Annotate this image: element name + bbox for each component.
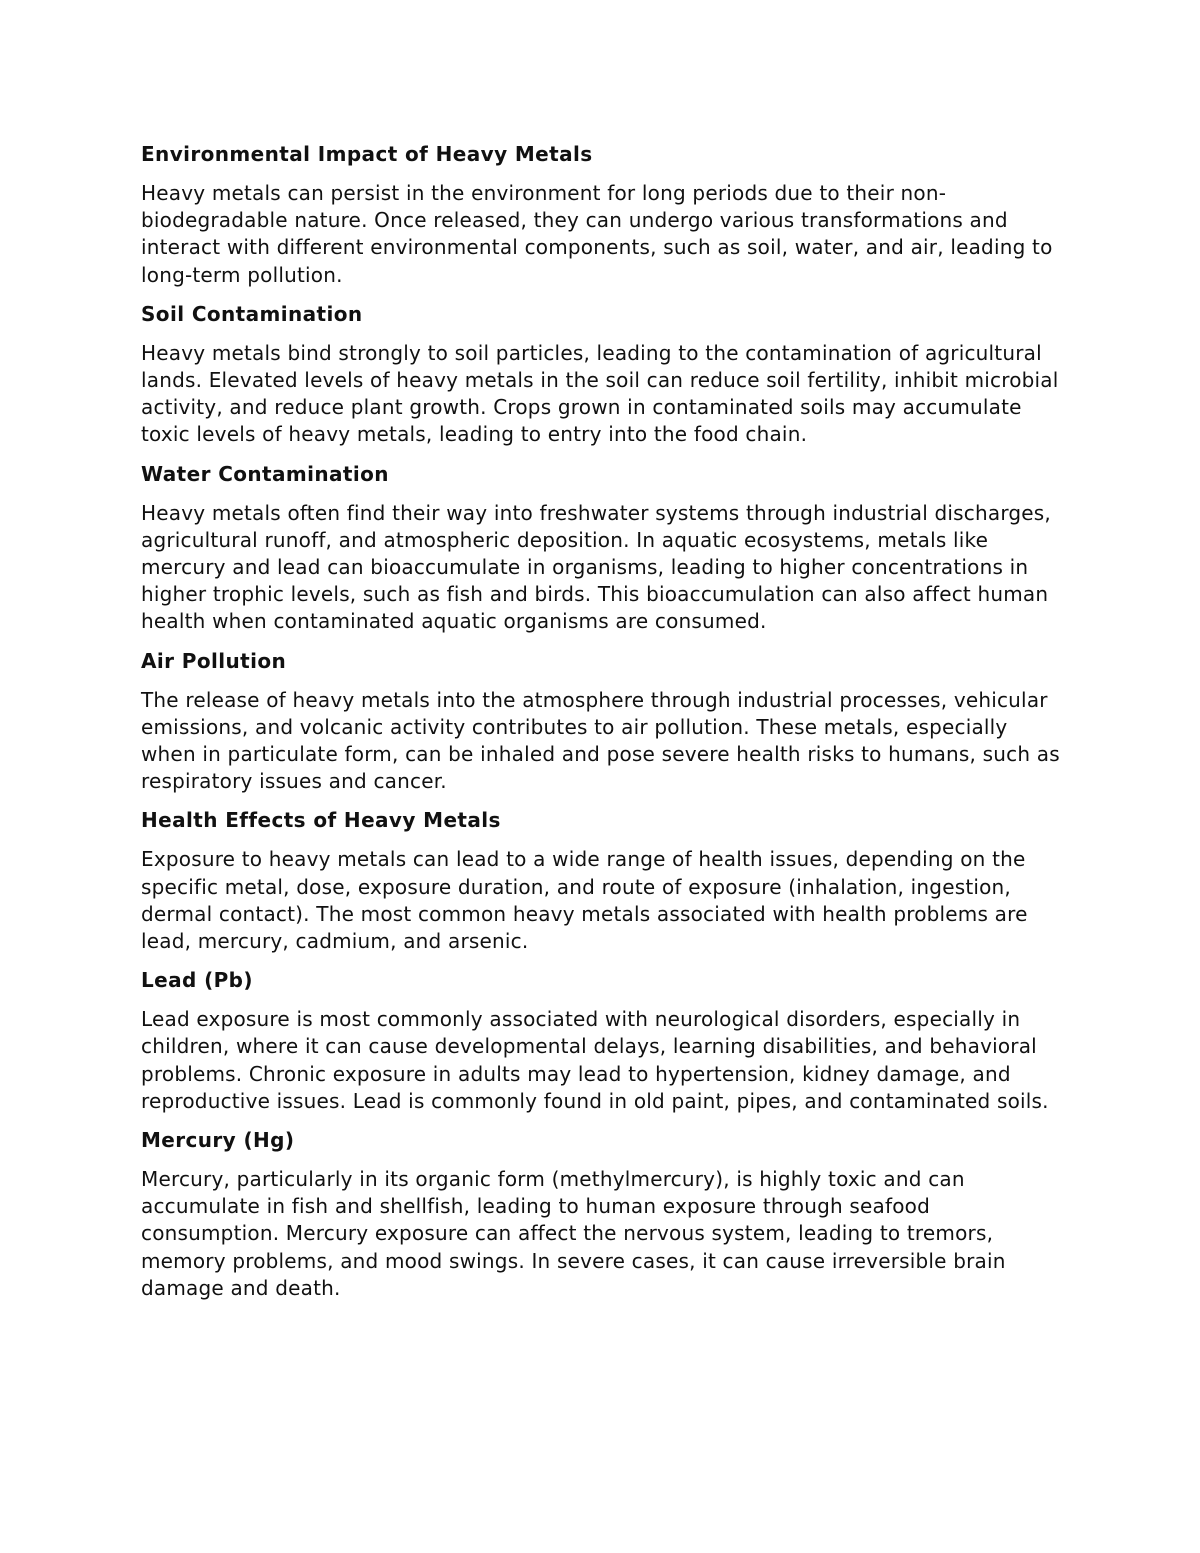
section-paragraph: Exposure to heavy metals can lead to a wide range of health issues, depending on the specific metal, dose, exposure duration, and route of exposure (inhalation, ingestion, dermal contact). The most common heavy metals associated with health problems are lead, mercury, cadmium, and arsenic. xyxy=(141,847,1028,954)
section-heading: Mercury (Hg) xyxy=(141,1128,295,1153)
section-water-contamination xyxy=(141,460,1061,636)
section-health-effects xyxy=(141,806,1061,955)
section-paragraph: Heavy metals can persist in the environment for long periods due to their non-biodegradable nature. Once released, they can undergo various transformations and interact with different environmental components, such as soil, water, and air, leading to long-term pollution. xyxy=(141,181,1053,287)
section-paragraph: Heavy metals often find their way into freshwater systems through industrial discharges, agricultural runoff, and atmospheric deposition. In aquatic ecosystems, metals like mercury and lead can bioaccumulate in organisms, leading to higher concentrations in higher trophic levels, such as fish and birds. This bioaccumulation can also affect human health when contaminated aquatic organisms are consumed. xyxy=(141,500,1051,634)
section-mercury xyxy=(141,1126,1061,1302)
section-heading: Air Pollution xyxy=(141,648,287,673)
section-paragraph: Lead exposure is most commonly associated with neurological disorders, especially in children, where it can cause developmental delays, learning disabilities, and behavioral problems. Chronic exposure in adults may lead to hypertension, kidney damage, and reproductive issues. Lead is commonly found in old paint, pipes, and contaminated soils. xyxy=(141,1007,1049,1113)
section-heading: Environmental Impact of Heavy Metals xyxy=(141,142,593,166)
section-paragraph: Heavy metals bind strongly to soil particles, leading to the contamination of agricultural lands. Elevated levels of heavy metals in the soil can reduce soil fertility, inhibit microbial activity, and reduce plant growth. Crops grown in contaminated soils may accumulate toxic levels of heavy metals, leading to entry into the food chain. xyxy=(141,340,1059,447)
section-paragraph: Mercury, particularly in its organic form (methylmercury), is highly toxic and can accumulate in fish and shellfish, leading to human exposure through seafood consumption. Mercury exposure can affect the nervous system, leading to tremors, memory problems, and mood swings. In severe cases, it can cause irreversible brain damage and death. xyxy=(141,1167,1006,1300)
section-heading: Health Effects of Heavy Metals xyxy=(141,808,501,833)
section-environmental-impact xyxy=(141,140,1061,289)
section-heading: Lead (Pb) xyxy=(141,968,253,993)
section-heading: Water Contamination xyxy=(141,461,389,486)
section-lead xyxy=(141,966,1061,1115)
document-page xyxy=(141,140,1061,1313)
section-heading: Soil Contamination xyxy=(141,301,363,326)
section-soil-contamination xyxy=(141,300,1061,449)
section-paragraph: The release of heavy metals into the atmosphere through industrial processes, vehicular emissions, and volcanic activity contributes to air pollution. These metals, especially when in particulate form, can be inhaled and pose severe health risks to humans, such as respiratory issues and cancer. xyxy=(141,687,1060,794)
section-air-pollution xyxy=(141,647,1061,796)
